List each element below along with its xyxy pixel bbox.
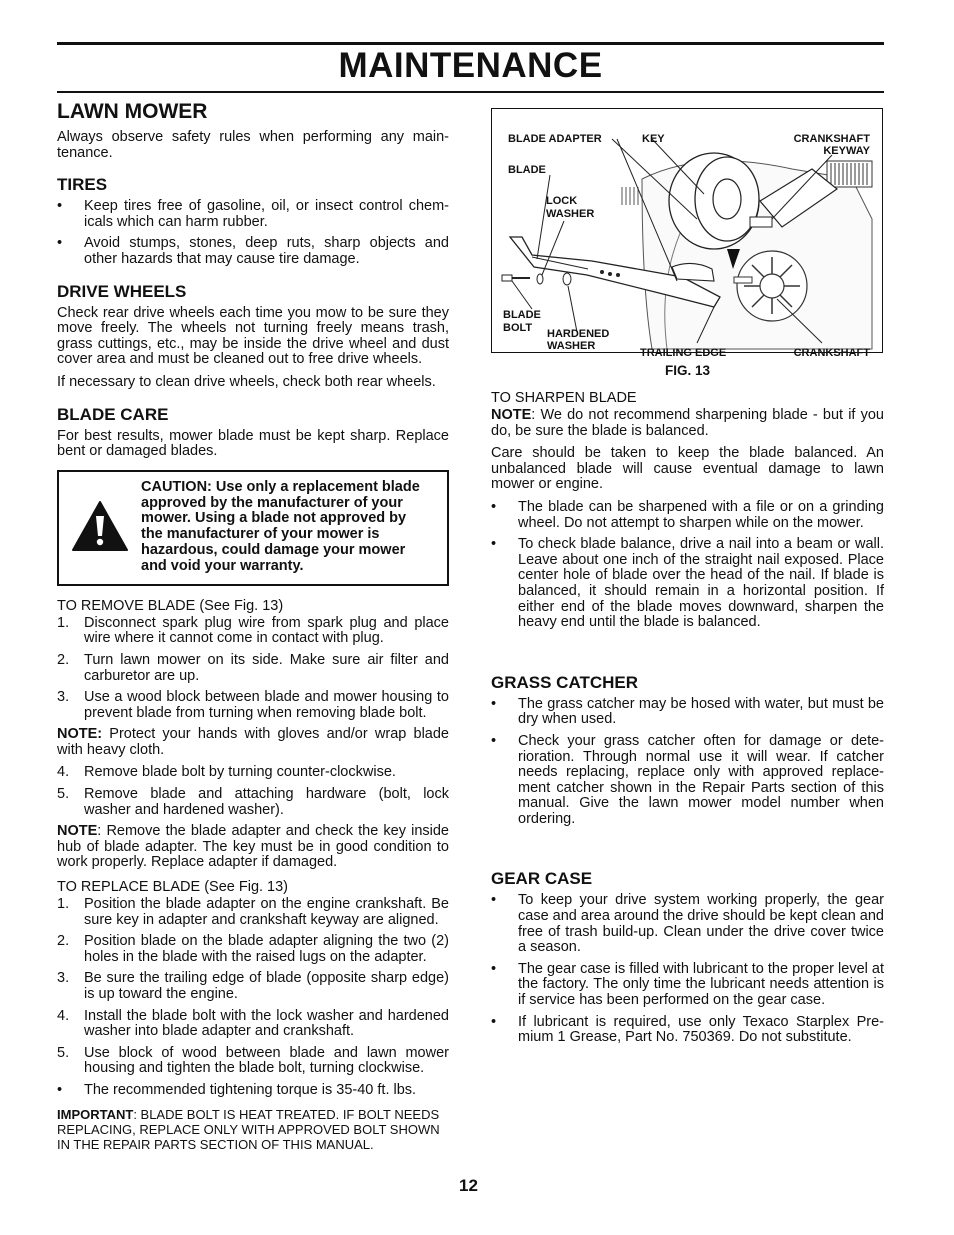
remove-blade-heading: TO REMOVE BLADE (See Fig. 13) xyxy=(57,597,284,614)
blade-assembly-diagram xyxy=(492,109,882,359)
list-item: • The blade can be sharpened with a file or on a grinding wheel. Do not attempt to sharpen while on the mower. xyxy=(491,498,884,531)
label-lock: LOCK xyxy=(546,195,578,207)
label-crankshaft: CRANKSHAFT xyxy=(793,347,870,359)
label-blade-bolt: BLADE xyxy=(503,309,541,321)
label-key: KEY xyxy=(642,133,665,145)
replace-blade-heading: TO REPLACE BLADE (See Fig. 13) xyxy=(57,879,289,896)
list-item: • Keep tires free of gasoline, oil, or insect control chem-icals which can harm rubber. xyxy=(57,198,449,230)
grass-catcher-heading: GRASS CATCHER xyxy=(491,672,639,692)
replace-steps xyxy=(57,897,449,1099)
list-item: • Check your grass catcher often for damage or dete-rioration. Through normal use it will wear. If catcher needs replacing, replace only with approved replace-ment catcher shown in the Repair Parts section of this manual. Give the lawn mower model number when ordering. xyxy=(491,732,884,827)
drive-wheels-heading: DRIVE WHEELS xyxy=(57,281,187,301)
balance-text: Care should be taken to keep the blade balanced. An unbalanced blade will cause eventual damage to lawn mower or engine. xyxy=(491,445,884,493)
page-title: MAINTENANCE xyxy=(338,46,603,85)
list-item: 3. Use a wood block between blade and mower housing to prevent blade from turning when removing blade bolt. xyxy=(57,689,449,721)
label-trailing-edge: TRAILING EDGE xyxy=(640,347,727,359)
warning-triangle-icon xyxy=(71,500,129,552)
drive-wheels-text: Check rear drive wheels each time you mow to be sure they move freely. The wheels not turning freely means trash, grass cuttings, etc., may be inside the drive wheel and dust cover area and must be cleaned out to free drive wheels. xyxy=(57,304,449,368)
list-item: • The recommended tightening torque is 35-40 ft. lbs. xyxy=(57,1081,417,1098)
title-underline xyxy=(57,91,884,93)
label-hardened: HARDENED xyxy=(547,328,610,340)
list-item: • If lubricant is required, use only Texaco Starplex Pre-mium 1 Grease, Part No. 750369. Do not substitute. xyxy=(491,1013,884,1046)
list-item: 2. Position blade on the blade adapter aligning the two (2) holes in the blade with the raised lugs on the adapter. xyxy=(57,933,449,965)
list-item: 2. Turn lawn mower on its side. Make sure air filter and carburetor are up. xyxy=(57,651,449,684)
gear-case-list xyxy=(491,893,884,1045)
top-rule xyxy=(57,42,884,45)
page-number: 12 xyxy=(459,1176,478,1195)
list-item: 4. Install the blade bolt with the lock washer and hardened washer into blade adapter and crankshaft. xyxy=(57,1007,449,1040)
tires-list xyxy=(57,199,449,267)
drive-wheels-text-2: If necessary to clean drive wheels, check both rear wheels. xyxy=(57,373,436,390)
tires-heading: TIRES xyxy=(57,175,108,195)
list-item: 5. Use block of wood between blade and lawn mower housing and tighten the blade bolt, turning clockwise. xyxy=(57,1044,449,1077)
list-item: 1. Position the blade adapter on the engine crankshaft. Be sure key in adapter and crankshaft keyway are aligned. xyxy=(57,896,449,928)
caution-text: CAUTION: Use only a replacement blade approved by the manufacturer of your mower. Using a blade not approved by the manufacturer of your mower is hazardous, could damage your mower and void your warranty. xyxy=(141,478,420,574)
blade-care-heading: BLADE CARE xyxy=(57,404,169,424)
list-item: 5. Remove blade and attaching hardware (bolt, lock washer and hardened washer). xyxy=(57,786,449,818)
grass-catcher-list xyxy=(491,697,884,828)
figure-13 xyxy=(491,108,883,359)
label-blade: BLADE xyxy=(508,164,546,176)
list-item: 1. Disconnect spark plug wire from spark plug and place wire where it cannot come in contact with plug. xyxy=(57,614,449,647)
list-item: • The gear case is filled with lubricant to the proper level at the factory. The only time the lubricant needs attention is if service has been performed on the gear case. xyxy=(491,960,884,1009)
list-item: • To keep your drive system working properly, the gear case and area around the drive should be kept clean and free of trash build-up. Clean under the drive cover twice a season. xyxy=(491,892,884,956)
list-item: 4. Remove blade bolt by turning counter-clockwise. xyxy=(57,764,396,781)
bolt-and-washers xyxy=(502,273,571,285)
label-keyway: KEYWAY xyxy=(823,145,870,157)
gear-case-heading: GEAR CASE xyxy=(491,869,593,889)
lawn-mower-heading: LAWN MOWER xyxy=(57,100,208,123)
label-crankshaft-keyway: CRANKSHAFT xyxy=(793,133,870,145)
list-item: • The grass catcher may be hosed with water, but must be dry when used. xyxy=(491,695,884,728)
sharpen-list xyxy=(491,500,884,631)
remove-steps-2 xyxy=(57,765,449,818)
right-column xyxy=(491,96,884,1052)
remove-note: NOTE: Protect your hands with gloves and/or wrap blade with heavy cloth. xyxy=(57,726,449,758)
left-column xyxy=(57,100,449,1152)
important-note: IMPORTANT: BLADE BOLT IS HEAT TREATED. IF BOLT NEEDS REPLACING, REPLACE ONLY WITH APPROVED BOLT SHOWN IN THE REPAIR PARTS SECTION OF THIS MANUAL. xyxy=(57,1106,440,1152)
blade-care-text: For best results, mower blade must be kept sharp. Replace bent or damaged blades. xyxy=(57,427,449,460)
keyway-grille xyxy=(827,161,872,187)
figure-caption: FIG. 13 xyxy=(664,363,710,378)
label-bolt: BOLT xyxy=(503,322,533,334)
label-lock-washer: WASHER xyxy=(546,208,595,220)
list-item: • To check blade balance, drive a nail into a beam or wall. Leave about one inch of the straight nail exposed. Place center hole of blade over the head of the nail. If blade is balanced, it should remain in a horizontal position. If either end of the blade moves downward, sharpen the heavy end until the blade is balanced. xyxy=(491,536,884,631)
list-item: 3. Be sure the trailing edge of blade (opposite sharp edge) is up toward the engine. xyxy=(57,970,449,1002)
intro-text: Always observe safety rules when performing any main-tenance. xyxy=(57,129,449,161)
list-item: • Avoid stumps, stones, deep ruts, sharp objects and other hazards that may cause tire damage. xyxy=(57,235,449,267)
label-hardened-washer: WASHER xyxy=(547,340,596,352)
sharpen-blade-heading: TO SHARPEN BLADE xyxy=(491,390,637,406)
label-blade-adapter: BLADE ADAPTER xyxy=(508,133,602,145)
adapter-note: NOTE: Remove the blade adapter and check the key inside hub of blade adapter. The key must be in good condition to work properly. Replace adapter if damaged. xyxy=(57,823,449,871)
caution-box xyxy=(57,470,449,586)
sharpen-note: NOTE: We do not recommend sharpening blade - but if you do, be sure the blade is balanced. xyxy=(491,407,884,439)
remove-steps xyxy=(57,616,449,722)
